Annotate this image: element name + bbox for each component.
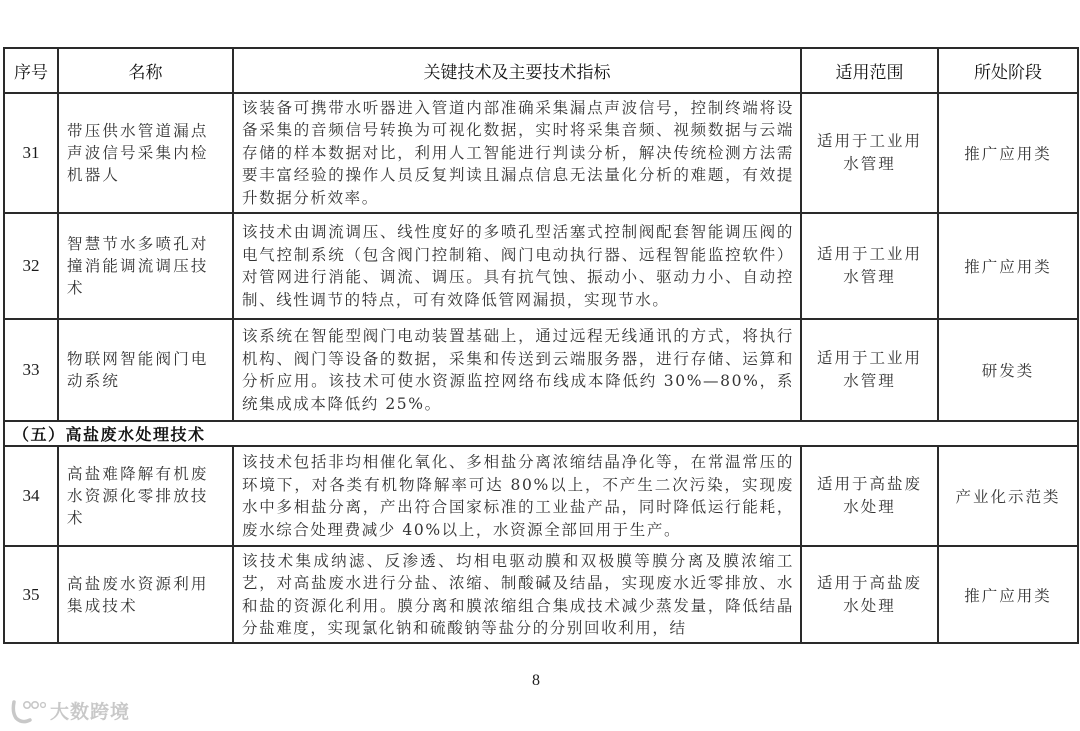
watermark — [10, 697, 130, 724]
tech-stage: 推广应用类 — [938, 213, 1078, 319]
table-row — [4, 213, 1078, 319]
table-row — [4, 546, 1078, 643]
tech-scope: 适用于高盐废水处理 — [801, 446, 938, 546]
header-stage: 所处阶段 — [938, 48, 1078, 93]
page-number: 8 — [532, 672, 540, 689]
tech-stage: 推广应用类 — [938, 546, 1078, 643]
section-row — [4, 421, 1078, 446]
row-number: 34 — [4, 446, 58, 546]
tech-description: 该技术包括非均相催化氧化、多相盐分离浓缩结晶净化等，在常温常压的环境下，对各类有机物降解率可达 80%以上，不产生二次污染，实现废水中多相盐分离，产出符合国家标准的工业盐产品，同时降低运行能耗，废水综合处理费减少 40%以上，水资源全部回用于生产。 — [233, 446, 801, 546]
tech-name: 高盐废水资源利用集成技术 — [58, 546, 233, 643]
technology-table — [3, 47, 1079, 644]
tech-description: 该技术由调流调压、线性度好的多喷孔型活塞式控制阀配套智能调压阀的电气控制系统（包含阀门控制箱、阀门电动执行器、远程智能监控软件）对管网进行消能、调流、调压。具有抗气蚀、振动小、驱动力小、自动控制、线性调节的特点，可有效降低管网漏损，实现节水。 — [233, 213, 801, 319]
tech-scope: 适用于工业用水管理 — [801, 213, 938, 319]
tech-description: 该系统在智能型阀门电动装置基础上，通过远程无线通讯的方式，将执行机构、阀门等设备的数据，采集和传送到云端服务器，进行存储、运算和分析应用。该技术可使水资源监控网络布线成本降低约 30%—80%，系统集成成本降低约 25%。 — [233, 319, 801, 421]
tech-name: 带压供水管道漏点声波信号采集内检机器人 — [58, 93, 233, 213]
header-desc: 关键技术及主要技术指标 — [233, 48, 801, 93]
row-number: 31 — [4, 93, 58, 213]
table-row — [4, 446, 1078, 546]
table-row — [4, 93, 1078, 213]
tech-stage: 产业化示范类 — [938, 446, 1078, 546]
tech-name: 智慧节水多喷孔对撞消能调流调压技术 — [58, 213, 233, 319]
tech-description: 该装备可携带水听器进入管道内部准确采集漏点声波信号，控制终端将设备采集的音频信号转换为可视化数据，实时将采集音频、视频数据与云端存储的样本数据对比，利用人工智能进行判读分析，解决传统检测方法需要丰富经验的操作人员反复判读且漏点信息无法量化分析的难题，有效提升数据分析效率。 — [233, 93, 801, 213]
tech-description: 该技术集成纳滤、反渗透、均相电驱动膜和双极膜等膜分离及膜浓缩工艺，对高盐废水进行分盐、浓缩、制酸碱及结晶，实现废水近零排放、水和盐的资源化利用。膜分离和膜浓缩组合集成技术减少蒸发量，降低结晶分盐难度，实现氯化钠和硫酸钠等盐分的分别回收利用，结 — [233, 546, 801, 643]
row-number: 33 — [4, 319, 58, 421]
tech-stage: 推广应用类 — [938, 93, 1078, 213]
tech-scope: 适用于高盐废水处理 — [801, 546, 938, 643]
table-row — [4, 319, 1078, 421]
header-scope: 适用范围 — [801, 48, 938, 93]
table-header-row — [4, 48, 1078, 93]
tech-scope: 适用于工业用水管理 — [801, 319, 938, 421]
watermark-logo-icon — [10, 698, 46, 724]
row-number: 35 — [4, 546, 58, 643]
header-name: 名称 — [58, 48, 233, 93]
section-title: （五）高盐废水处理技术 — [4, 421, 1078, 446]
watermark-text: 大数跨境 — [50, 701, 131, 723]
tech-name: 高盐难降解有机废水资源化零排放技术 — [58, 446, 233, 546]
header-no: 序号 — [4, 48, 58, 93]
tech-stage: 研发类 — [938, 319, 1078, 421]
tech-name: 物联网智能阀门电动系统 — [58, 319, 233, 421]
tech-scope: 适用于工业用水管理 — [801, 93, 938, 213]
row-number: 32 — [4, 213, 58, 319]
